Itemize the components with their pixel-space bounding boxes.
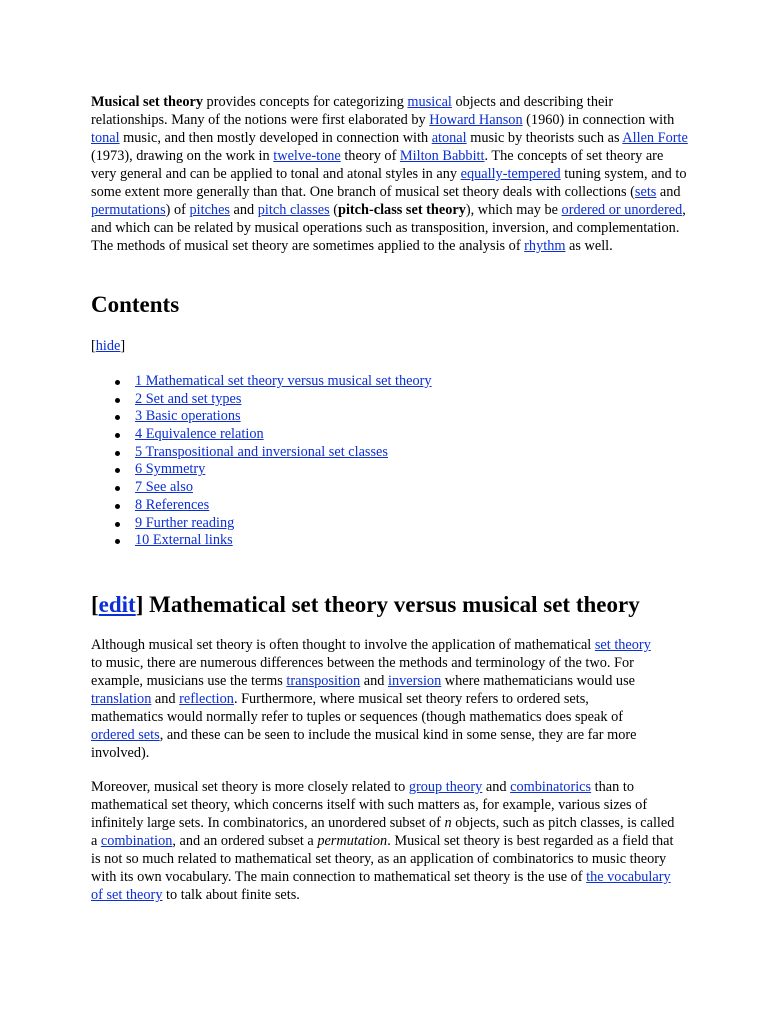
toc-link[interactable]: 4 Equivalence relation <box>135 426 264 443</box>
toc-link[interactable]: 10 External links <box>135 532 233 549</box>
link-vocabulary-of-set-theory[interactable]: the vocabulary of set theory <box>91 869 671 903</box>
toc-link[interactable]: 7 See also <box>135 479 193 496</box>
link-combination[interactable]: combination <box>100 833 173 849</box>
toc-item <box>91 497 432 515</box>
section-paragraph-2: Moreover, musical set theory is more closely related to group theory and combinatorics than to mathematical set theory, which concerns itself with such matters as, for example, various sizes of infinitely large sets. In combinatorics, an unordered subset of n objects, such as pitch classes, is called a combination, and an ordered subset a permutation. Musical set theory is best regarded as a field that is not so much related to mathematical set theory, as an application of combinatorics to music theory with its own vocabulary. The main connection to mathematical set theory is the use of the vocabulary of set theory to talk about finite sets. <box>91 779 675 903</box>
toc-link[interactable]: 9 Further reading <box>135 514 235 531</box>
link-sets[interactable]: sets <box>634 184 657 200</box>
link-pitches[interactable]: pitches <box>189 202 230 218</box>
toc-item <box>91 426 432 444</box>
section-heading: [edit] Mathematical set theory versus musical set theory <box>91 592 640 617</box>
italic-permutation: permutation <box>317 833 388 849</box>
toc-link[interactable]: 6 Symmetry <box>135 461 206 478</box>
toc-link[interactable]: 1 Mathematical set theory versus musical set theory <box>135 373 432 389</box>
italic-n: n <box>444 815 452 831</box>
toc-item <box>91 532 432 550</box>
link-twelve-tone[interactable]: twelve-tone <box>273 148 341 164</box>
link-permutations[interactable]: permutations <box>91 202 166 218</box>
toc-item <box>91 373 432 391</box>
link-ordered-or-unordered[interactable]: ordered or unordered <box>561 202 683 218</box>
toc-toggle: [hide] <box>91 338 126 354</box>
link-ordered-sets[interactable]: ordered sets <box>91 727 160 743</box>
section-title: Mathematical set theory versus musical set theory <box>149 592 640 617</box>
toc-item <box>91 391 432 409</box>
link-equally-tempered[interactable]: equally-tempered <box>460 166 561 182</box>
toc-link[interactable]: 3 Basic operations <box>135 408 241 425</box>
link-combinatorics[interactable]: combinatorics <box>510 779 592 795</box>
link-allen-forte[interactable]: Allen Forte <box>622 130 688 146</box>
link-group-theory[interactable]: group theory <box>408 779 483 795</box>
link-tonal[interactable]: tonal <box>91 130 120 146</box>
intro-paragraph: Musical set theory provides concepts for categorizing musical objects and describing their relationships. Many of the notions were first elaborated by Howard Hanson (1960) in connection with tonal music, and then mostly developed in connection with atonal music by theorists such as Allen Forte (1973), drawing on the work in twelve-tone theory of Milton Babbitt. The concepts of set theory are very general and can be applied to tonal and atonal styles in any equally-tempered tuning system, and to some extent more generally than that. One branch of musical set theory deals with collections (sets and permutations) of pitches and pitch classes (pitch-class set theory), which may be ordered or unordered, and which can be related by musical operations such as transposition, inversion, and complementation. The methods of musical set theory are sometimes applied to the analysis of rhythm as well. <box>91 94 688 254</box>
toc-item <box>91 408 432 426</box>
link-inversion[interactable]: inversion <box>388 673 442 689</box>
toc-item <box>91 479 432 497</box>
link-pitch-classes[interactable]: pitch classes <box>257 202 330 218</box>
hide-link[interactable]: hide <box>95 338 121 354</box>
toc-link[interactable]: 8 References <box>135 496 210 513</box>
toc-link[interactable]: 5 Transpositional and inversional set classes <box>135 443 388 460</box>
contents-heading: Contents <box>91 292 180 317</box>
section-paragraph-1: Although musical set theory is often thought to involve the application of mathematical set theory to music, there are numerous differences between the methods and terminology of the two. For example, musicians use the terms transposition and inversion where mathematicians would use translation and reflection. Furthermore, where musical set theory refers to ordered sets, mathematics would normally refer to tuples or sequences (though mathematics does speak of ordered sets, and these can be seen to include the musical kind in some sense, they are far more involved). <box>91 637 651 761</box>
link-musical[interactable]: musical <box>407 94 452 110</box>
table-of-contents <box>91 373 432 550</box>
link-set-theory[interactable]: set theory <box>594 637 651 653</box>
toc-item <box>91 444 432 462</box>
toc-item <box>91 515 432 533</box>
intro-term: Musical set theory <box>91 94 203 110</box>
toc-item <box>91 461 432 479</box>
link-transposition[interactable]: transposition <box>286 673 361 689</box>
link-translation[interactable]: translation <box>91 691 152 707</box>
link-atonal[interactable]: atonal <box>431 130 467 146</box>
link-howard-hanson[interactable]: Howard Hanson <box>429 112 523 128</box>
toc-link[interactable]: 2 Set and set types <box>135 390 242 407</box>
pitch-class-set-theory-term: pitch-class set theory <box>338 202 466 218</box>
edit-link[interactable]: edit <box>98 592 136 617</box>
link-rhythm[interactable]: rhythm <box>524 238 566 254</box>
link-milton-babbitt[interactable]: Milton Babbitt <box>399 148 485 164</box>
link-reflection[interactable]: reflection <box>179 691 234 707</box>
